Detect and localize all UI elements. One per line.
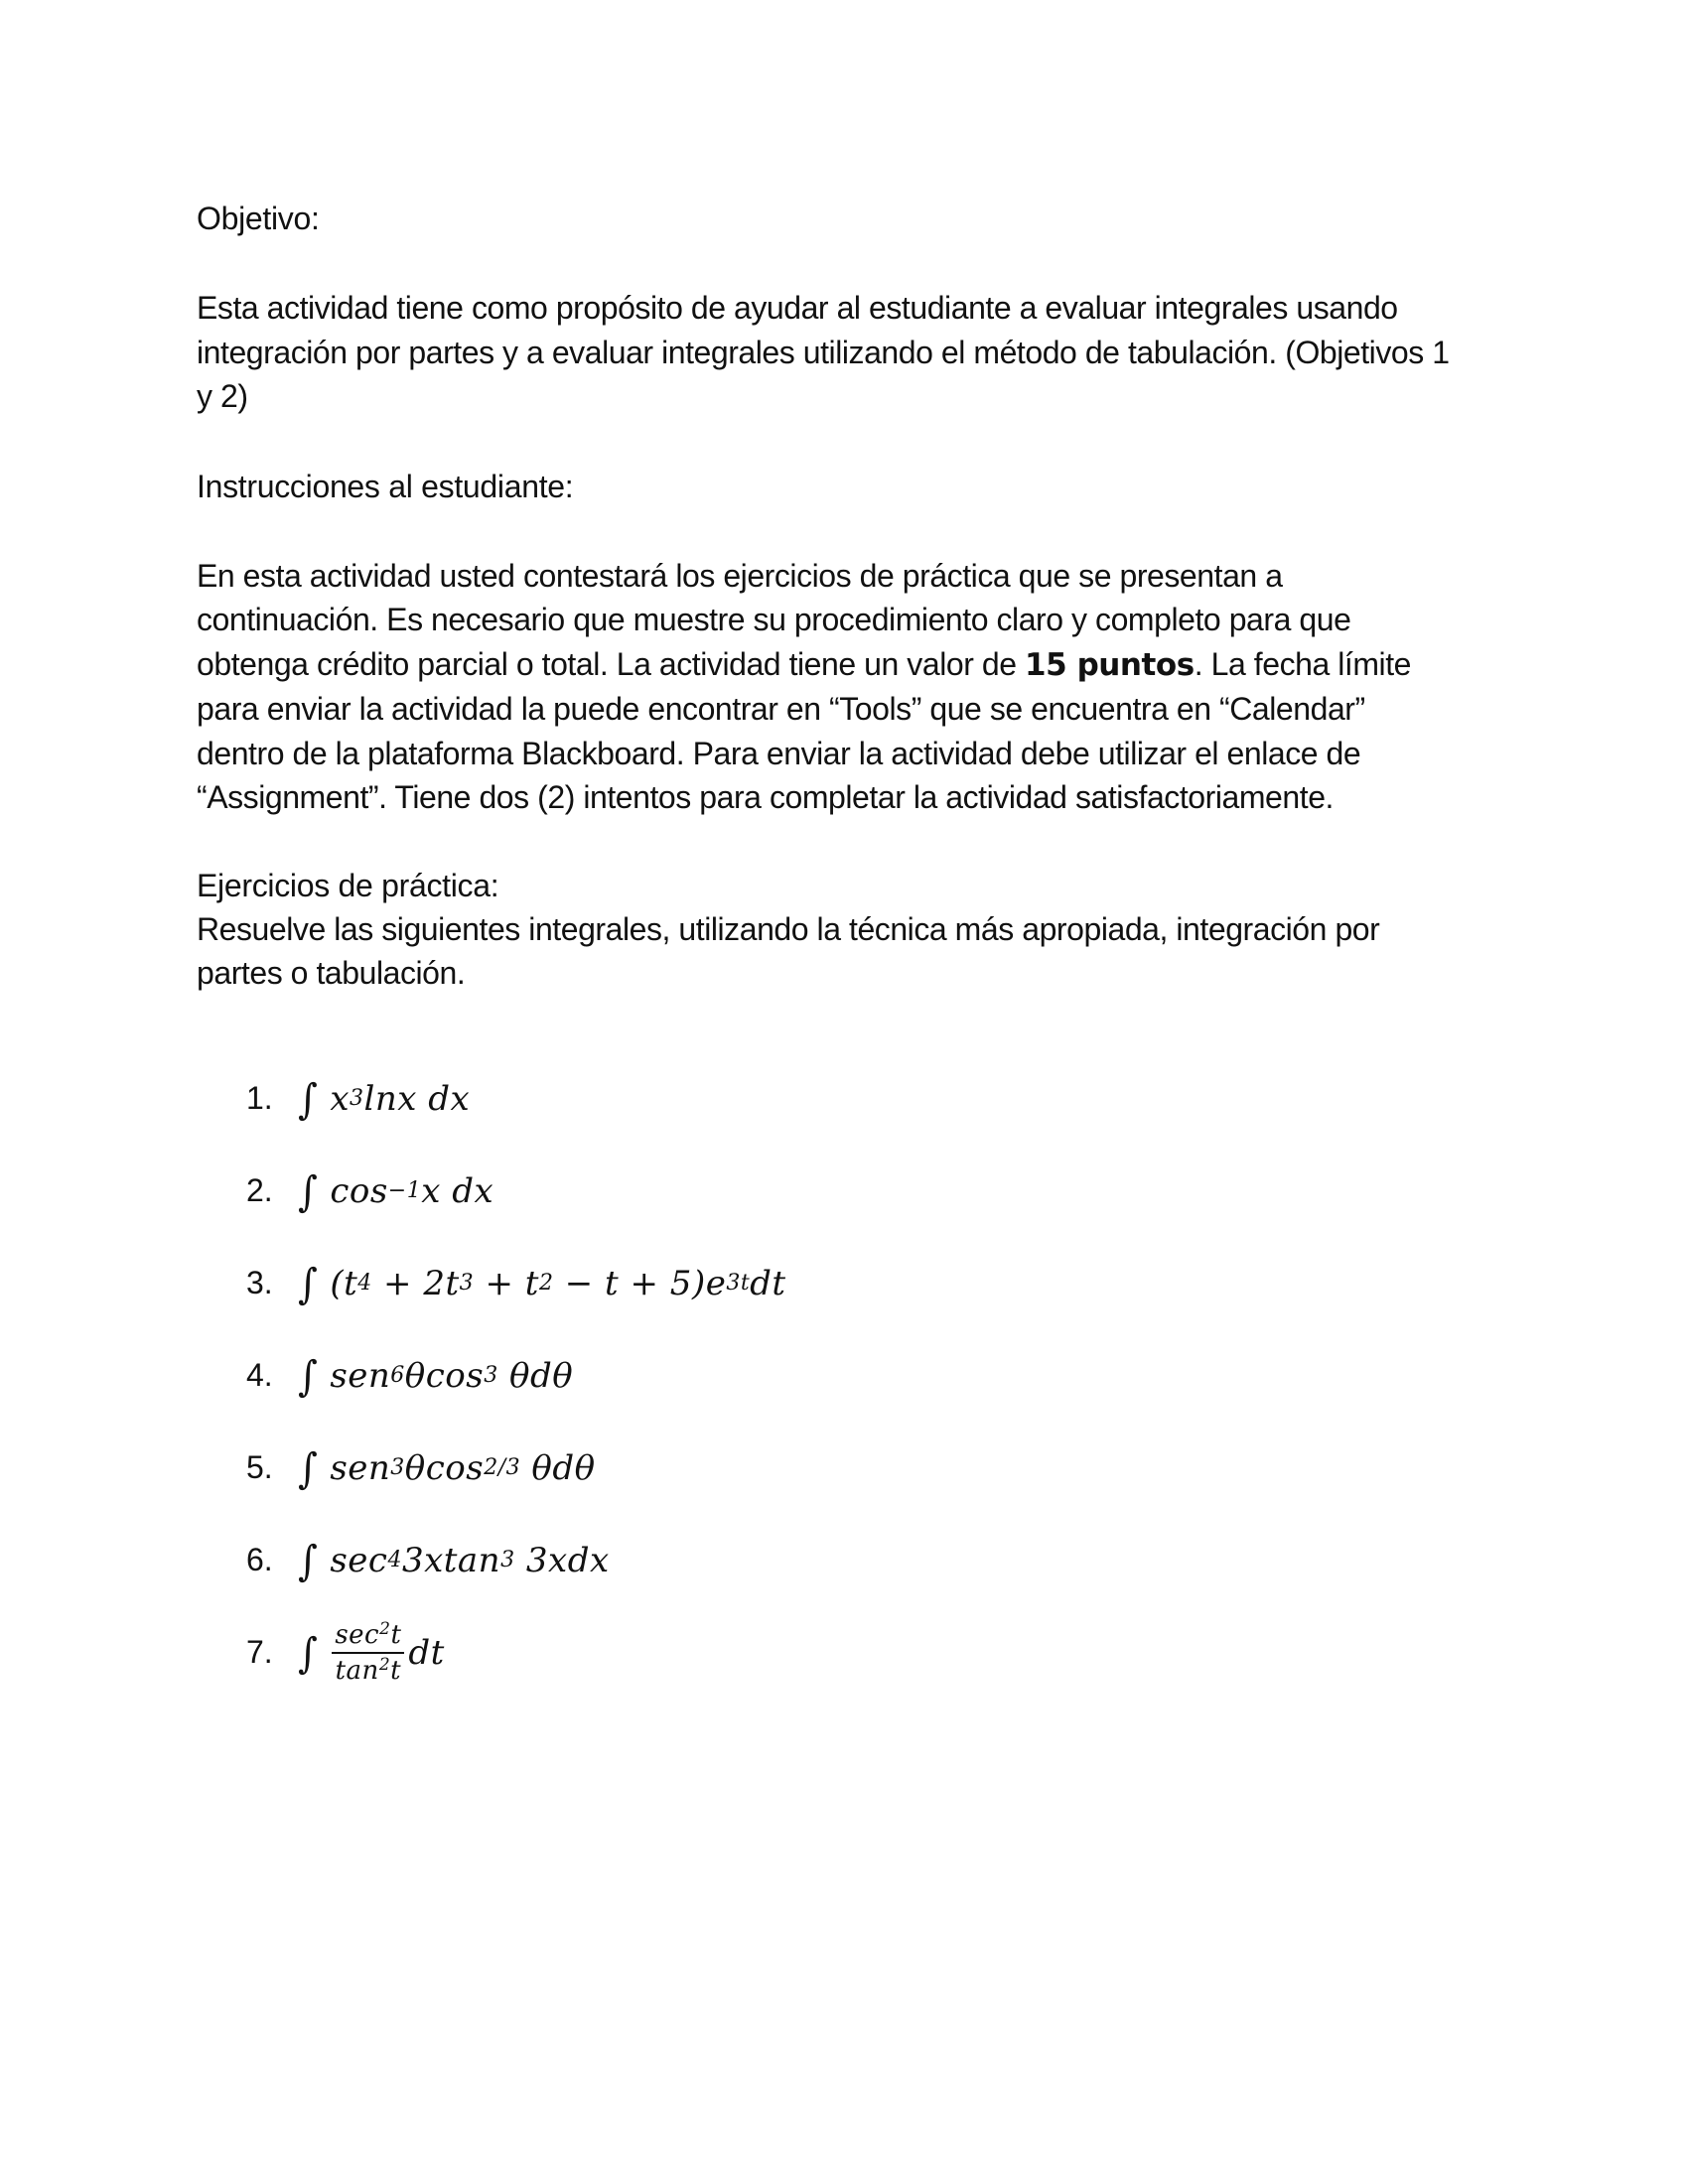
exercise-list: [246, 1052, 1140, 1699]
list-item: [246, 1052, 1140, 1145]
exercise-integral: ∫ (t 4 + 2t 3 + t 2 − t + 5)e 3t dt: [298, 1259, 786, 1307]
ejercicios-heading: Ejercicios de práctica:: [197, 867, 499, 903]
list-item: [246, 1422, 1140, 1514]
points-value: 15 puntos: [1024, 646, 1195, 683]
fraction-numerator: $\sec^2t$: [332, 1620, 404, 1654]
exercise-number: 4.: [246, 1357, 273, 1393]
exercise-integral: ∫ sen 6 θcos 3 θdθ: [298, 1351, 574, 1400]
list-item: [246, 1237, 1140, 1329]
exercise-integral: ∫ sen 3 θcos 2/3 θdθ: [298, 1443, 596, 1492]
exercise-integral: ∫ sec 4 3xtan 3 3xdx: [298, 1536, 610, 1584]
exercise-number: 5.: [246, 1449, 273, 1485]
exercise-integral: ∫ $\frac{\sec^2t}{\tan^2t}$ dt: [298, 1618, 445, 1686]
exercise-number: 7.: [246, 1634, 273, 1670]
exercise-integral: ∫ x 3 lnx dx: [298, 1074, 471, 1123]
objetivo-heading: Objetivo:: [197, 201, 320, 236]
exercise-integral: ∫ cos −1 x dx: [298, 1166, 494, 1215]
list-item: [246, 1514, 1140, 1606]
instrucciones-heading: Instrucciones al estudiante:: [197, 468, 574, 504]
instrucciones-text: En esta actividad usted contestará los ejercicios de práctica que se presentan a continuación. Es necesario que muestre su procedimiento claro y completo para que obtenga crédito parcial o total. La actividad tiene un valor de 15 puntos. La fecha límite para enviar la actividad la puede encontrar en “Tools” que se encuentra en “Calendar” dentro de la plataforma Blackboard. Para enviar la actividad debe utilizar el enlace de “Assignment”. Tiene dos (2) intentos para completar la actividad satisfactoriamente.: [197, 557, 1412, 815]
document-body: [197, 197, 1507, 996]
list-item: [246, 1606, 1140, 1699]
exercise-number: 3.: [246, 1265, 273, 1300]
ejercicios-text: Resuelve las siguientes integrales, utilizando la técnica más apropiada, integración por partes o tabulación.: [197, 910, 1380, 991]
exercise-number: 6.: [246, 1542, 273, 1577]
objetivo-text: Esta actividad tiene como propósito de ayudar al estudiante a evaluar integrales usando integración por partes y a evaluar integrales utilizando el método de tabulación. (Objetivos 1 y 2): [197, 290, 1450, 414]
list-item: [246, 1329, 1140, 1422]
list-item: [246, 1145, 1140, 1237]
exercise-number: 2.: [246, 1172, 273, 1208]
fraction-denominator: $\tan^2t$: [335, 1654, 402, 1686]
exercise-number: 1.: [246, 1080, 273, 1116]
fraction: [332, 1620, 404, 1686]
